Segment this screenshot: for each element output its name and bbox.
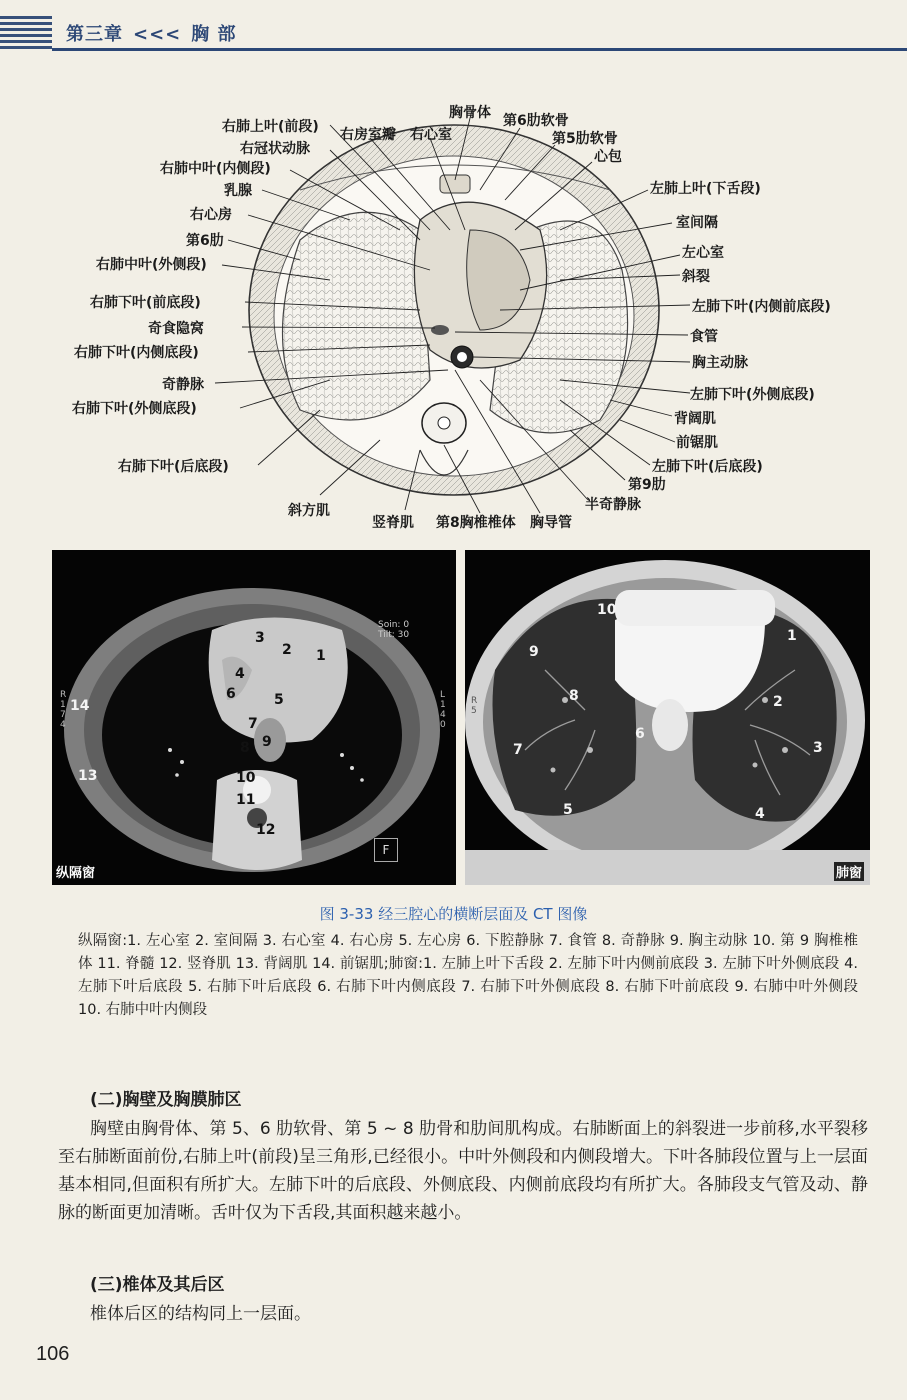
diagram-label: 右肺上叶(前段) xyxy=(222,119,319,135)
diagram-label: 左肺上叶(下舌段) xyxy=(650,181,761,197)
ct-label: 8 xyxy=(569,688,579,704)
diagram-label: 右肺下叶(内侧底段) xyxy=(74,345,199,361)
diagram-label: 背阔肌 xyxy=(674,411,716,427)
section-heading: (二)胸壁及胸膜肺区 xyxy=(90,1090,242,1110)
ct-label: 9 xyxy=(262,734,272,750)
chapter-title xyxy=(66,20,237,46)
diagram-label: 斜方肌 xyxy=(288,503,330,519)
body-paragraph xyxy=(58,1115,868,1227)
ct-label: 6 xyxy=(226,686,236,702)
diagram-label: 心包 xyxy=(594,149,622,165)
ct-label: 1 xyxy=(787,628,797,644)
ct-label: 10 xyxy=(236,770,256,786)
ct-label: 3 xyxy=(813,740,823,756)
ct-label: 7 xyxy=(248,716,258,732)
ct-label: 6 xyxy=(635,726,645,742)
anatomy-diagram xyxy=(0,80,907,540)
ct-label: 4 xyxy=(235,666,245,682)
ct-side-marker: 4 xyxy=(440,710,446,720)
ct-side-markers-right xyxy=(440,690,446,730)
body-paragraph xyxy=(58,1300,868,1328)
diagram-label: 胸骨体 xyxy=(449,105,491,121)
running-header xyxy=(0,0,907,70)
diagram-label: 乳腺 xyxy=(224,183,252,199)
diagram-label: 食管 xyxy=(690,329,718,345)
diagram-label: 左肺下叶(外侧底段) xyxy=(690,387,815,403)
chapter-section: 胸 部 xyxy=(191,24,237,45)
ct-label: 13 xyxy=(78,768,98,784)
paragraph-text: 椎体后区的结构同上一层面。 xyxy=(90,1304,311,1324)
diagram-label: 前锯肌 xyxy=(676,435,718,451)
right-lung xyxy=(283,212,431,420)
ct-label: 5 xyxy=(563,802,573,818)
ct-mediastinal-window xyxy=(52,550,456,885)
ct-label: 2 xyxy=(773,694,783,710)
ct-side-marker: 5 xyxy=(471,706,477,716)
ct-side-marker: R xyxy=(60,690,67,700)
diagram-label: 竖脊肌 xyxy=(372,515,414,531)
diagram-label: 右肺中叶(内侧段) xyxy=(160,161,271,177)
diagram-label: 第6肋软骨 xyxy=(503,113,569,129)
diagram-label: 右心室 xyxy=(410,127,452,143)
diagram-label: 右肺下叶(外侧底段) xyxy=(72,401,197,417)
diagram-label: 右心房 xyxy=(190,207,232,223)
diagram-label: 第5肋软骨 xyxy=(552,131,618,147)
ct-corner-marker: F xyxy=(374,838,398,862)
header-rule xyxy=(52,48,907,51)
section-heading: (三)椎体及其后区 xyxy=(90,1275,225,1295)
diagram-label: 左心室 xyxy=(682,245,724,261)
ct-label: 3 xyxy=(255,630,265,646)
diagram-label: 奇食隐窝 xyxy=(148,321,204,337)
ct-label: 1 xyxy=(316,648,326,664)
diagram-label: 第6肋 xyxy=(186,233,224,249)
ct-label: 2 xyxy=(282,642,292,658)
diagram-label: 右冠状动脉 xyxy=(240,141,310,157)
chapter-number: 第三章 xyxy=(66,24,123,45)
ct-label: 8 xyxy=(240,740,250,756)
ct-label: 7 xyxy=(513,742,523,758)
ct-label: 10 xyxy=(597,602,617,618)
diagram-label: 半奇静脉 xyxy=(585,497,641,513)
diagram-label: 第8胸椎椎体 xyxy=(436,515,516,531)
ct-window-label: 纵隔窗 xyxy=(56,866,96,881)
diagram-label: 斜裂 xyxy=(682,269,710,285)
ct-lung-window xyxy=(465,550,870,885)
diagram-label: 胸主动脉 xyxy=(692,355,748,371)
ct-side-markers-left xyxy=(471,696,477,716)
figure-caption: 图 3-33 经三腔心的横断层面及 CT 图像 xyxy=(319,905,588,923)
ct-side-markers-left xyxy=(60,690,66,730)
ct-label: 5 xyxy=(274,692,284,708)
ct-side-marker: 1 xyxy=(440,700,446,710)
page-number: 106 xyxy=(36,1343,70,1365)
ct-label: 9 xyxy=(529,644,539,660)
ct-window-label: 肺窗 xyxy=(834,862,864,881)
ct-label: 14 xyxy=(70,698,90,714)
ct-side-marker: R xyxy=(471,696,478,706)
ct-label: 11 xyxy=(236,792,256,808)
ct-side-marker: 7 xyxy=(60,710,66,720)
ct-overlay-line: Tilt: 30 xyxy=(378,630,410,640)
ct-side-marker: L xyxy=(440,690,446,700)
diagram-label: 右肺下叶(前底段) xyxy=(90,295,201,311)
diagram-label: 胸导管 xyxy=(530,515,572,531)
chapter-arrows: <<< xyxy=(133,24,182,45)
diagram-label: 左肺下叶(后底段) xyxy=(652,459,763,475)
paragraph-text: 胸壁由胸骨体、第 5、6 肋软骨、第 5 ~ 8 肋骨和肋间肌构成。右肺断面上的斜裂进一步前移,水平裂移至右肺断面前份,右肺上叶(前段)呈三角形,已经很小。中叶外侧段和内侧段增大。下叶各肺段位置与上一层面基本相同,但面积有所扩大。左肺下叶的后底段、外侧底段、内侧前底段均有所扩大。各肺段支气管及动、静脉的断面更加清晰。舌叶仅为下舌段,其面积越来越小。 xyxy=(58,1119,868,1223)
diagram-label: 奇静脉 xyxy=(162,377,204,393)
diagram-label: 室间隔 xyxy=(676,215,718,231)
ct-side-marker: 1 xyxy=(60,700,66,710)
diagram-label: 右肺中叶(外侧段) xyxy=(96,257,207,273)
header-stripes-decoration xyxy=(0,16,52,50)
ct-overlay-line: Soin: 0 xyxy=(378,620,410,630)
diagram-label: 右房室瓣 xyxy=(340,127,396,143)
ct-label: 4 xyxy=(755,806,765,822)
ct-side-marker: 4 xyxy=(60,720,66,730)
ct-side-marker: 0 xyxy=(440,720,446,730)
diagram-label: 右肺下叶(后底段) xyxy=(118,459,229,475)
diagram-label: 左肺下叶(内侧前底段) xyxy=(692,299,831,315)
ct-label: 12 xyxy=(256,822,276,838)
ct-overlay-text xyxy=(378,620,409,640)
figure-legend: 纵隔窗:1. 左心室 2. 室间隔 3. 右心室 4. 右心房 5. 左心房 6. 下腔静脉 7. 食管 8. 奇静脉 9. 胸主动脉 10. 第 9 胸椎椎体 11. 脊髓 12. 竖脊肌 13. 背阔肌 14. 前锯肌;肺窗:1. 左肺上叶下舌段 2. 左肺下叶内侧前底段 3. 左肺下叶外侧底段 4. 左肺下叶后底段 5. 右肺下叶后底段 6. 右肺下叶内侧底段 7. 右肺下叶外侧底段 8. 右肺下叶前底段 9. 右肺中叶外侧段 10. 右肺中叶内侧段 xyxy=(78,933,858,1018)
diagram-label: 第9肋 xyxy=(628,477,666,493)
